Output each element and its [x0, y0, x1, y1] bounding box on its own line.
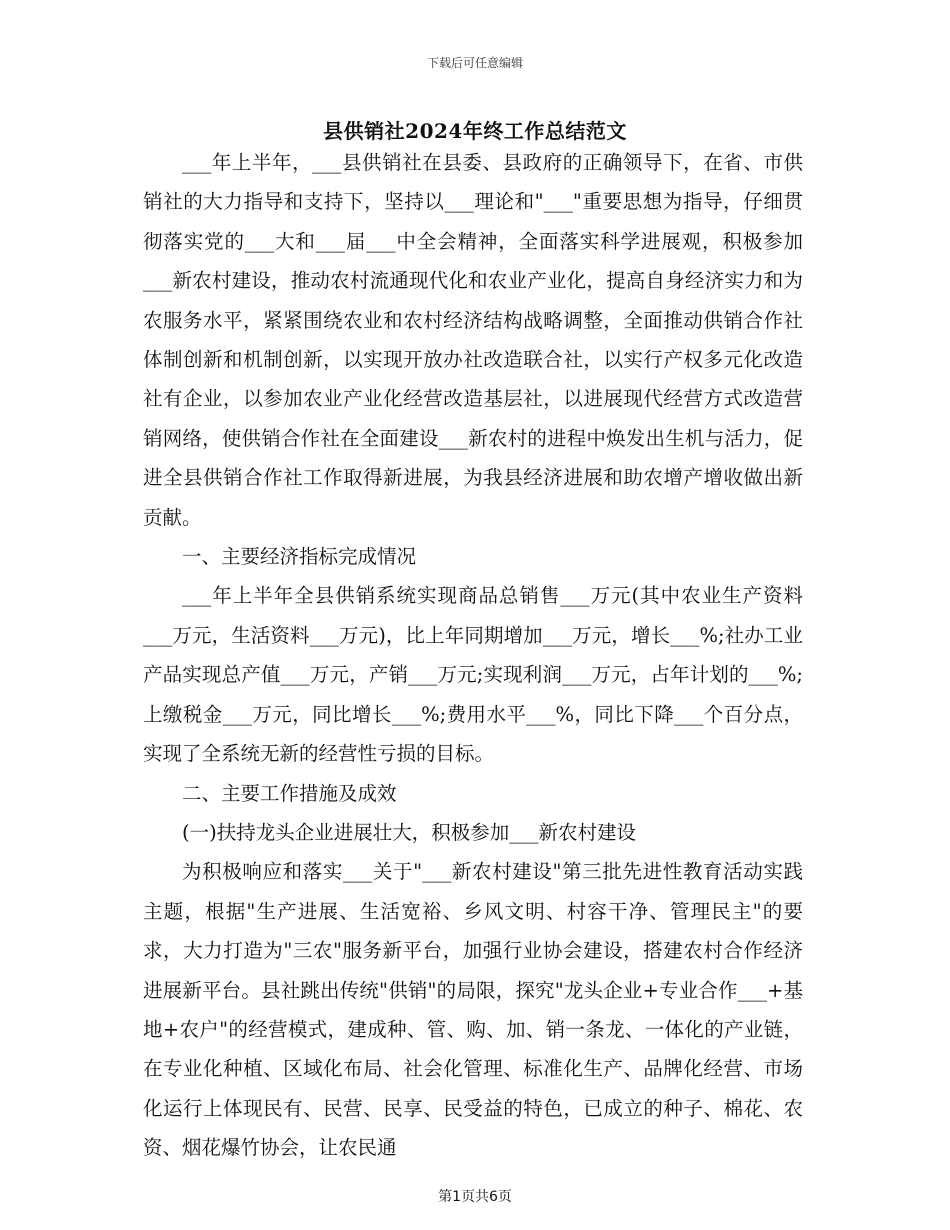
- paragraph-indicators: ___年上半年全县供销系统实现商品总销售___万元(其中农业生产资料___万元，生活资料___万元)，比上年同期增加___万元，增长___%;社办工业产品实现总产值___万元，产销___万元;实现利润___万元，占年计划的___%;上缴税金___万元，同比增长___%;费用水平___%，同比下降___个百分点，实现了全系统无新的经营性亏损的目标。: [143, 584, 803, 766]
- document-title: 县供销社2024年终工作总结范文: [323, 119, 627, 143]
- header-note: 下载后可任意编辑: [426, 56, 523, 70]
- section-heading-1: 一、主要经济指标完成情况: [182, 545, 417, 569]
- paragraph-measures: 为积极响应和落实___关于"___新农村建设"第三批先进性教育活动实践主题，根据"生产进展、生活宽裕、乡风文明、村容干净、管理民主"的要求，大力打造为"三农"服务新平台，加强行业协会建设，搭建农村合作经济进展新平台。县社跳出传统"供销"的局限，探究"龙头企业+专业合作___+基地+农户"的经营模式，建成种、管、购、加、销一条龙、一体化的产业链，在专业化种植、区域化布局、社会化管理、标准化生产、品牌化经营、市场化运行上体现民有、民营、民享、民受益的特色，已成立的种子、棉花、农资、烟花爆竹协会，让农民通: [143, 860, 803, 1160]
- document-body: [143, 143, 803, 1168]
- page-footer: 第1页共6页: [438, 1189, 512, 1205]
- paragraph-intro: ___年上半年，___县供销社在县委、县政府的正确领导下，在省、市供销社的大力指导和支持下，坚持以___理论和"___"重要思想为指导，仔细贯彻落实党的___大和___届___中全会精神，全面落实科学进展观，积极参加___新农村建设，推动农村流通现代化和农业产业化，提高自身经济实力和为农服务水平，紧紧围绕农业和农村经济结构战略调整，全面推动供销合作社体制创新和机制创新，以实现开放办社改造联合社，以实行产权多元化改造社有企业，以参加农业产业化经营改造基层社，以进展现代经营方式改造营销网络，使供销合作社在全面建设___新农村的进程中焕发出生机与活力，促进全县供销合作社工作取得新进展，为我县经济进展和助农增产增收做出新贡献。: [143, 151, 803, 529]
- subsection-heading-1: (一)扶持龙头企业进展壮大，积极参加___新农村建设: [182, 820, 636, 844]
- section-heading-2: 二、主要工作措施及成效: [182, 781, 397, 805]
